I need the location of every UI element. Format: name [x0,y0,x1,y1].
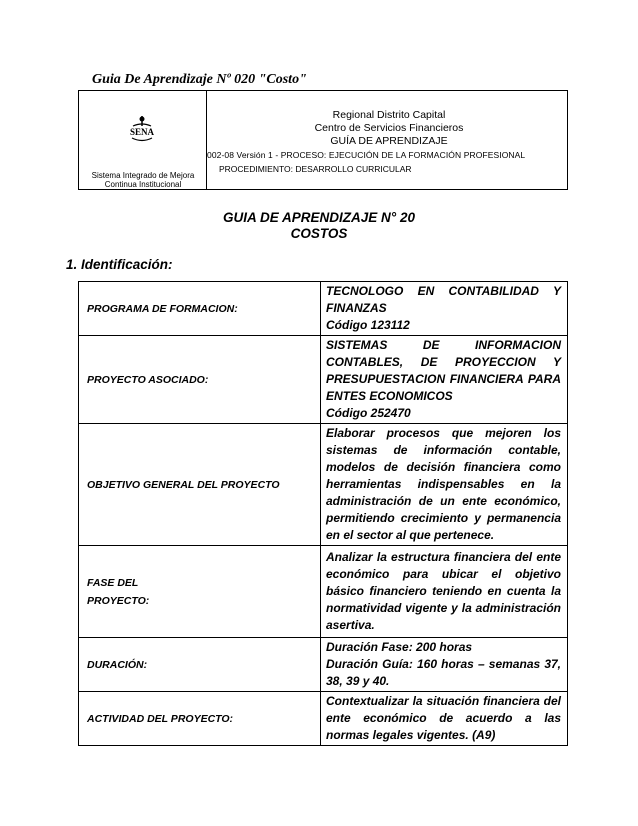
row-value-text: SISTEMAS DE INFORMACION CONTABLES, DE PROYECCION Y PRESUPUESTACION FINANCIERA PARA ENTES ECONOMICOS [326,338,561,403]
row-value-text: Duración Fase: 200 horas [326,640,473,654]
logo-caption-line-2: Continua Institucional [104,180,182,189]
guide-title: GUIA DE APRENDIZAJE N° 20 [223,210,415,225]
row-value [321,336,568,424]
table-row [79,336,568,424]
table-row [79,424,568,546]
row-value-text: TECNOLOGO EN CONTABILIDAD Y FINANZAS [326,284,561,315]
guide-subtitle: COSTOS [290,226,348,241]
logo-caption [79,171,207,189]
row-value [321,424,568,546]
table-row [79,638,568,692]
row-label [79,282,321,336]
procedure-line: PROCEDIMIENTO: DESARROLLO CURRICULAR [219,164,412,174]
table-row [79,546,568,638]
document-header: Guia De Aprendizaje Nº 020 "Costo" [92,72,307,87]
table-row [79,692,568,746]
row-value-text: Duración Guía: 160 horas – semanas 37, 38, 39 y 40. [326,657,561,688]
institution-header-box [78,90,568,190]
row-value [321,692,568,746]
row-label [79,336,321,424]
row-value [321,638,568,692]
row-value [321,546,568,638]
row-label-text: PROYECTO ASOCIADO: [87,373,209,386]
row-value-text: Código 123112 [326,318,410,332]
row-value [321,282,568,336]
process-code: 002-08 Versión 1 - PROCESO: EJECUCIÓN DE LA FORMACIÓN PROFESIONAL [207,150,526,160]
section-heading: 1. Identificación: [66,257,173,272]
table-row [79,282,568,336]
row-value-text: Código 252470 [326,406,411,420]
row-label-text: ACTIVIDAD DEL PROYECTO: [87,712,234,725]
row-label [79,424,321,546]
row-value-text: Analizar la estructura financiera del ente económico para ubicar el objetivo básico financiero teniendo en cuenta la normatividad vigente y la administración asertiva. [326,550,561,632]
row-value-text: Contextualizar la situación financiera del ente económico de acuerdo a las normas legales vigentes. (A9) [326,694,561,742]
row-label [79,546,321,638]
row-label [79,692,321,746]
logo-cell [79,91,207,189]
row-label [79,638,321,692]
sena-logo [127,115,157,145]
row-label-text: OBJETIVO GENERAL DEL PROYECTO [87,478,280,491]
svg-text:SENA: SENA [129,127,155,137]
regional-name: Regional Distrito Capital [332,109,446,121]
row-label-text: PROYECTO: [87,594,150,607]
center-name: Centro de Servicios Financieros [314,122,464,134]
row-label-text: PROGRAMA DE FORMACION: [87,302,238,315]
identification-table [78,281,568,746]
row-label-text: DURACIÓN: [87,658,148,671]
row-value-text: Elaborar procesos que mejoren los sistemas de información contable, modelos de decisión financiera como herramientas indispensables en la administración de un ente económico, permitiendo crecimiento y permanencia en el sector al que pertenece. [326,426,561,542]
logo-caption-line-1: Sistema Integrado de Mejora [91,171,195,180]
row-label-text: FASE DEL [87,576,139,589]
guide-type: GUÍA DE APRENDIZAJE [330,135,448,147]
